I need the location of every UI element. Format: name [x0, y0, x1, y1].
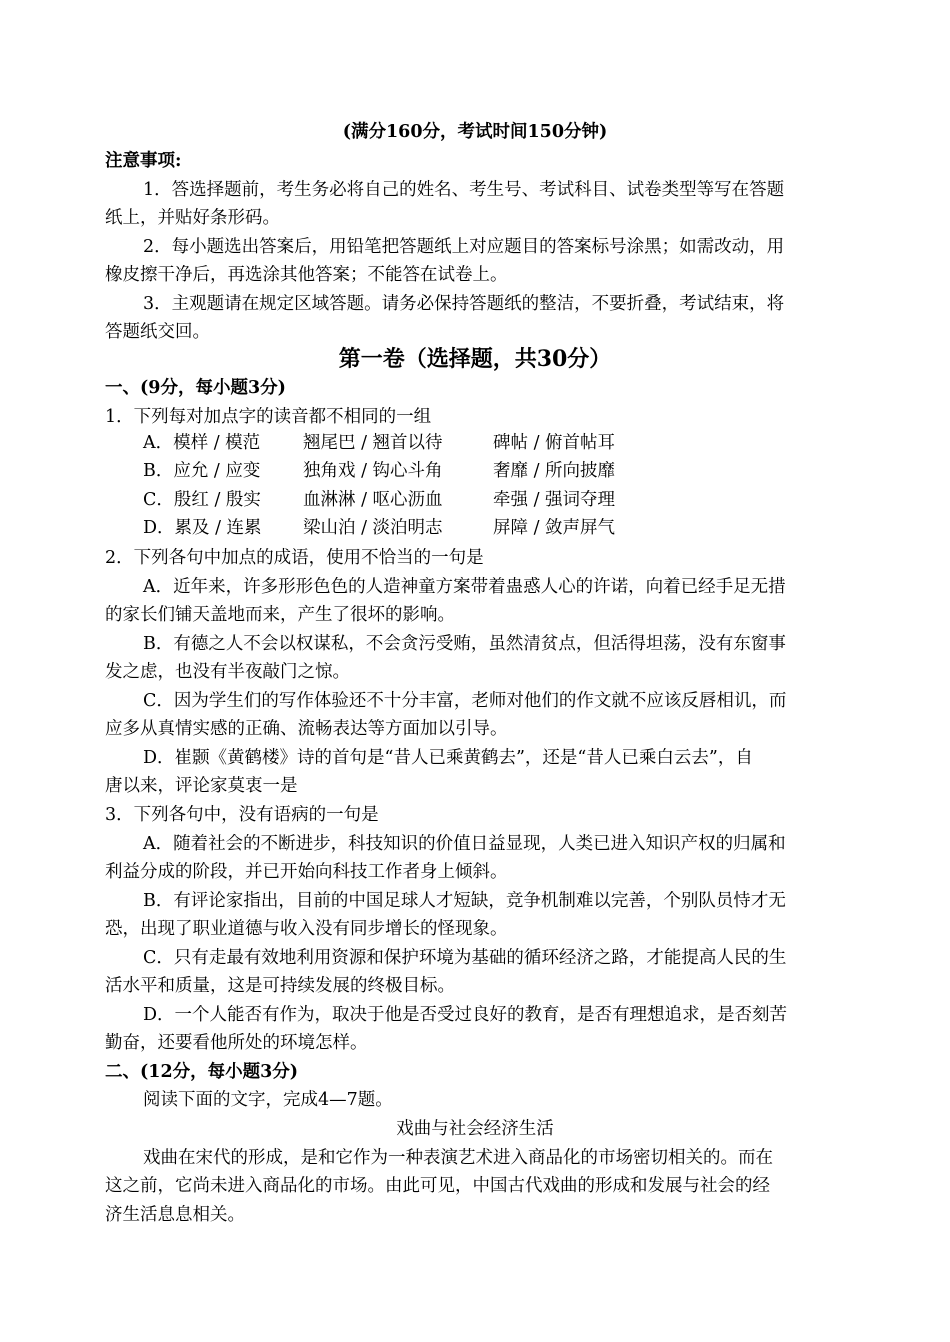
q1-d-pair-3: 屏障 / 敛声屏气 [493, 518, 616, 538]
q2-d-line-2: 唐以来，评论家莫衷一是 [105, 776, 298, 796]
q1-a-pair-3: 碑帖 / 俯首帖耳 [493, 433, 616, 453]
part2-heading: 二、(12分，每小题3分) [105, 1062, 299, 1082]
q2-d-line-1: D．崔颢《黄鹤楼》诗的首句是“昔人已乘黄鹤去”，还是“昔人已乘白云去”，自 [143, 748, 753, 768]
q1-option-d [143, 516, 615, 540]
q1-b-pair-1: B．应允 / 应变 [143, 461, 261, 481]
notice-1-line-1: 1．答选择题前，考生务必将自己的姓名、考生号、考试科目、试卷类型等写在答题 [143, 180, 785, 200]
notice-title: 注意事项: [105, 151, 182, 171]
part1-heading: 一、(9分，每小题3分) [105, 378, 286, 398]
q3-c-line-1: C．只有走最有效地利用资源和保护环境为基础的循环经济之路，才能提高人民的生 [143, 948, 787, 968]
q1-option-b [143, 459, 615, 483]
q3-stem: 3．下列各句中，没有语病的一句是 [105, 805, 379, 825]
article-title: 戏曲与社会经济生活 [396, 1119, 554, 1139]
q2-b-line-1: B．有德之人不会以权谋私，不会贪污受贿，虽然清贫点，但活得坦荡，没有东窗事 [143, 634, 786, 654]
notice-1-line-2: 纸上，并贴好条形码。 [105, 208, 280, 228]
q2-c-line-1: C．因为学生们的写作体验还不十分丰富，老师对他们的作文就不应该反唇相讥，而 [143, 691, 787, 711]
notice-2-line-1: 2．每小题选出答案后，用铅笔把答题纸上对应题目的答案标号涂黑；如需改动，用 [143, 237, 785, 257]
volume-title: 第一卷（选择题，共30分） [338, 346, 612, 372]
q1-b-pair-3: 奢靡 / 所向披靡 [493, 461, 616, 481]
score-time: (满分160分，考试时间150分钟) [342, 122, 608, 142]
q1-stem: 1．下列每对加点字的读音都不相同的一组 [105, 407, 432, 427]
q1-option-a [143, 431, 615, 455]
article-line-3: 济生活息息相关。 [105, 1205, 245, 1225]
q1-d-pair-1: D．累及 / 连累 [143, 518, 262, 538]
part2-instruction: 阅读下面的文字，完成4—7题。 [143, 1090, 393, 1110]
q3-d-line-2: 勤奋，还要看他所处的环境怎样。 [105, 1033, 368, 1053]
q3-a-line-2: 利益分成的阶段，并已开始向科技工作者身上倾斜。 [105, 862, 508, 882]
notice-2-line-2: 橡皮擦干净后，再选涂其他答案；不能答在试卷上。 [105, 265, 508, 285]
q2-c-line-2: 应多从真情实感的正确、流畅表达等方面加以引导。 [105, 719, 508, 739]
q3-b-line-2: 恐，出现了职业道德与收入没有同步增长的怪现象。 [105, 919, 508, 939]
q1-d-pair-2: 梁山泊 / 淡泊明志 [303, 518, 443, 538]
q2-a-line-2: 的家长们铺天盖地而来，产生了很坏的影响。 [105, 605, 455, 625]
q1-b-pair-2: 独角戏 / 钩心斗角 [303, 461, 443, 481]
q1-a-pair-2: 翘尾巴 / 翘首以待 [303, 433, 443, 453]
article-line-2: 这之前，它尚未进入商品化的市场。由此可见，中国古代戏曲的形成和发展与社会的经 [105, 1176, 770, 1196]
notice-3-line-2: 答题纸交回。 [105, 322, 210, 342]
q3-d-line-1: D．一个人能否有作为，取决于他是否受过良好的教育，是否有理想追求，是否刻苦 [143, 1005, 788, 1025]
article-line-1: 戏曲在宋代的形成，是和它作为一种表演艺术进入商品化的市场密切相关的。而在 [143, 1148, 773, 1168]
q2-a-line-1: A．近年来，许多形形色色的人造神童方案带着蛊惑人心的许诺，向着已经手足无措 [143, 577, 786, 597]
q1-option-c [143, 488, 615, 512]
q1-c-pair-2: 血淋淋 / 呕心沥血 [303, 490, 443, 510]
q3-b-line-1: B．有评论家指出，目前的中国足球人才短缺，竞争机制难以完善，个别队员恃才无 [143, 891, 786, 911]
q1-c-pair-3: 牵强 / 强词夺理 [493, 490, 616, 510]
q3-a-line-1: A．随着社会的不断进步，科技知识的价值日益显现，人类已进入知识产权的归属和 [143, 834, 786, 854]
q1-c-pair-1: C．殷红 / 殷实 [143, 490, 261, 510]
q2-stem: 2．下列各句中加点的成语，使用不恰当的一句是 [105, 548, 484, 568]
q1-a-pair-1: A．模样 / 模范 [143, 433, 261, 453]
notice-3-line-1: 3．主观题请在规定区域答题。请务必保持答题纸的整洁，不要折叠，考试结束，将 [143, 294, 785, 314]
q2-b-line-2: 发之虑，也没有半夜敲门之惊。 [105, 662, 350, 682]
q3-c-line-2: 活水平和质量，这是可持续发展的终极目标。 [105, 976, 455, 996]
